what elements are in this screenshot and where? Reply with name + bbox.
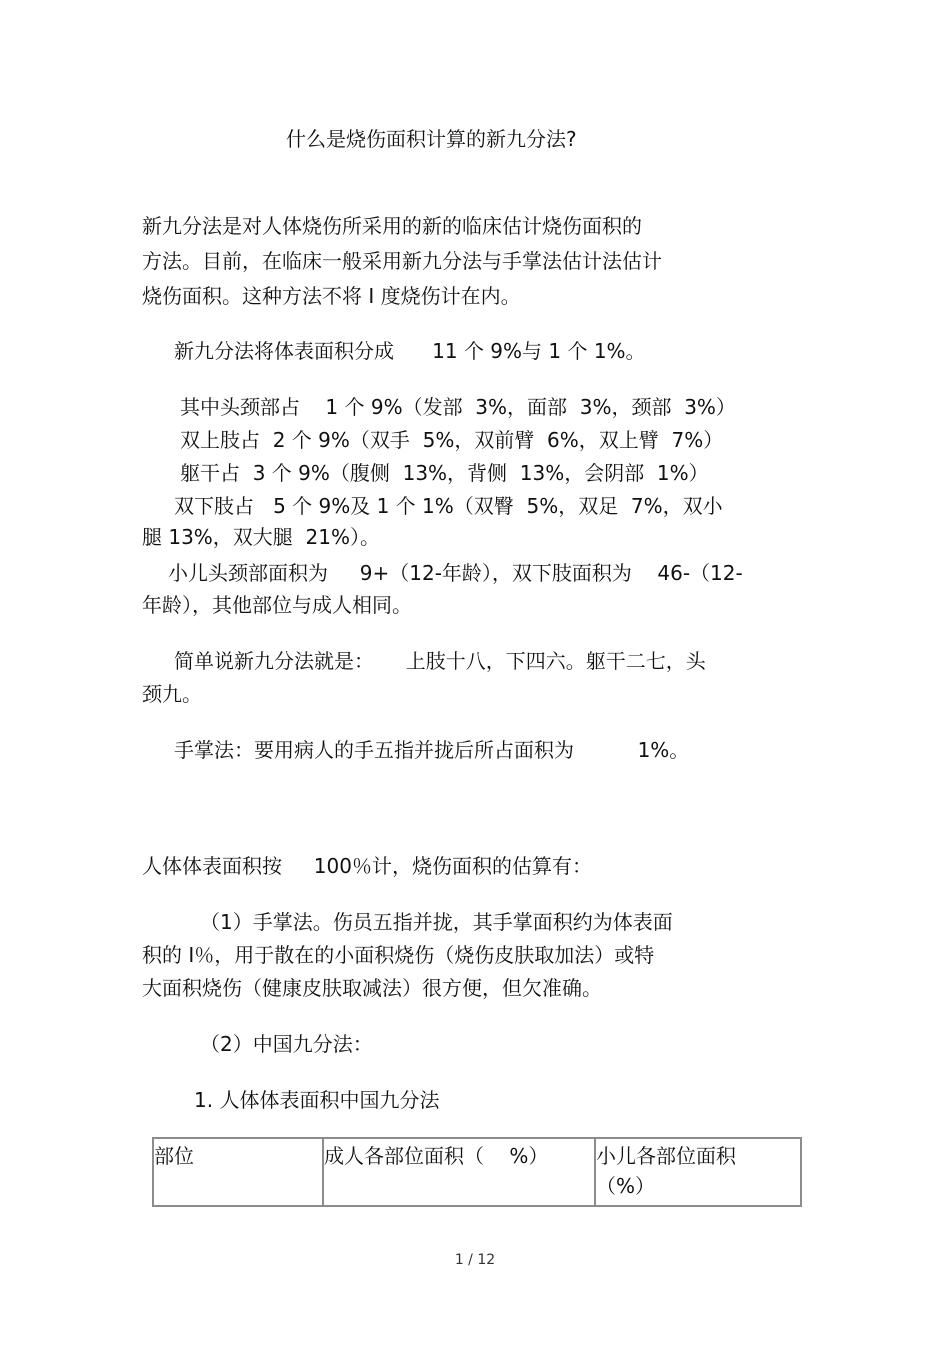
paragraph-line: 简单说新九分法就是： 上肢十八，下四六。躯干二七，头 xyxy=(174,649,706,673)
table-header-row xyxy=(153,1138,801,1206)
burn-area-table xyxy=(152,1137,802,1207)
paragraph-line: 颈九。 xyxy=(142,682,202,706)
paragraph-line: 小儿头颈部面积为 9+（12-年龄），双下肢面积为 46-（12- xyxy=(168,561,743,585)
table-header-cell: 小儿各部位面积 （%） xyxy=(595,1138,801,1206)
paragraph-line: 其中头颈部占 1 个 9%（发部 3%，面部 3%，颈部 3%） xyxy=(180,395,736,419)
paragraph-line: 大面积烧伤（健康皮肤取减法）很方便，但欠准确。 xyxy=(142,976,602,1000)
paragraph-line: 1. 人体体表面积中国九分法 xyxy=(194,1088,440,1112)
paragraph-line: 方法。目前，在临床一般采用新九分法与手掌法估计法估计 xyxy=(142,249,662,273)
paragraph-line: 年龄），其他部位与成人相同。 xyxy=(142,593,412,617)
page-number: 1 / 12 xyxy=(454,1252,496,1268)
document-title: 什么是烧伤面积计算的新九分法? xyxy=(286,127,577,151)
paragraph-line: 烧伤面积。这种方法不将 I 度烧伤计在内。 xyxy=(142,284,521,308)
paragraph-line: 积的 I％，用于散在的小面积烧伤（烧伤皮肤取加法）或特 xyxy=(142,943,655,967)
table-header-cell: 成人各部位面积（ %） xyxy=(323,1138,595,1206)
paragraph-line: 躯干占 3 个 9%（腹侧 13%，背侧 13%，会阴部 1%） xyxy=(180,461,709,485)
paragraph-line: 双下肢占 5 个 9%及 1 个 1%（双臀 5%，双足 7%，双小 xyxy=(174,494,723,518)
table-header-cell: 部位 xyxy=(153,1138,323,1206)
paragraph-line: 新九分法将体表面积分成 11 个 9%与 1 个 1%。 xyxy=(174,339,646,363)
paragraph-line: 新九分法是对人体烧伤所采用的新的临床估计烧伤面积的 xyxy=(142,214,642,238)
paragraph-line: 双上肢占 2 个 9%（双手 5%，双前臂 6%，双上臂 7%） xyxy=(180,428,724,452)
paragraph-line: 腿 13%，双大腿 21%）。 xyxy=(142,525,380,549)
paragraph-line: （1）手掌法。伤员五指并拢，其手掌面积约为体表面 xyxy=(200,910,673,934)
paragraph-line: 人体体表面积按 100％计，烧伤面积的估算有： xyxy=(142,854,592,878)
paragraph-line: 手掌法：要用病人的手五指并拢后所占面积为 1%。 xyxy=(174,738,690,762)
paragraph-line: （2）中国九分法： xyxy=(200,1032,373,1056)
